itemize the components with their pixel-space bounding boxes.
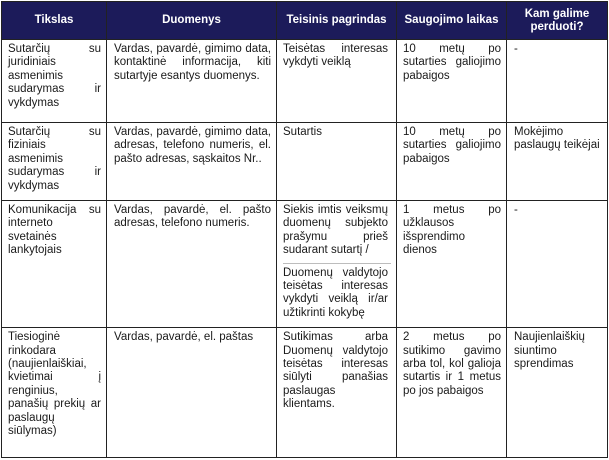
- cell-data: Vardas, pavardė, gimimo data, adresas, telefono numeris, el. pašto adresas, sąskaitos Nr..: [107, 123, 277, 201]
- cell-legal-basis: [277, 123, 397, 201]
- cell-purpose: Sutarčių su fiziniais asmenimis sudarymas ir vykdymas: [2, 123, 107, 201]
- table-row: [2, 40, 608, 123]
- legal-basis-text: Sutartis: [283, 126, 322, 138]
- cell-recipients: -: [507, 201, 608, 328]
- column-header-retention: Saugojimo laikas: [397, 2, 507, 40]
- column-header-data: Duomenys: [107, 2, 277, 40]
- cell-retention: 10 metų po sutarties galiojimo pabaigos: [397, 40, 507, 123]
- cell-legal-basis: [277, 201, 397, 328]
- cell-recipients: -: [507, 40, 608, 123]
- legal-basis-text: Duomenų valdytojo teisėtas interesas vykdyti veiklą ir/ar užtikrinti kokybę: [283, 263, 391, 324]
- column-header-legal-basis: Teisinis pagrindas: [277, 2, 397, 40]
- column-header-recipients: Kam galime perduoti?: [507, 2, 608, 40]
- data-processing-table: [1, 1, 608, 458]
- legal-basis-text: Sutikimas arba Duomenų valdytojo teisėtas interesas siūlyti panašias paslaugas klientams.: [283, 331, 388, 411]
- cell-data: Vardas, pavardė, el. paštas: [107, 328, 277, 458]
- cell-retention: 2 metus po sutikimo gavimo arba tol, kol galioja sutartis ir 1 metus po jos pabaigos: [397, 328, 507, 458]
- legal-basis-text: Teisėtas interesas vykdyti veiklą: [283, 43, 388, 69]
- cell-data: Vardas, pavardė, el. pašto adresas, telefono numeris.: [107, 201, 277, 328]
- cell-legal-basis: [277, 40, 397, 123]
- table-header-row: [2, 2, 608, 40]
- legal-basis-text: Siekis imtis veiksmų duomenų subjekto prašymu prieš sudarant sutartį /: [283, 204, 388, 257]
- cell-recipients: Naujienlaiškių siuntimo sprendimas: [507, 328, 608, 458]
- cell-retention: 10 metų po sutarties galiojimo pabaigos: [397, 123, 507, 201]
- cell-data: Vardas, pavardė, gimimo data, kontaktinė informacija, kiti sutartyje esantys duomenys.: [107, 40, 277, 123]
- column-header-purpose: Tikslas: [2, 2, 107, 40]
- table-row: [2, 201, 608, 328]
- table-row: [2, 123, 608, 201]
- cell-purpose: Sutarčių su juridiniais asmenimis sudarymas ir vykdymas: [2, 40, 107, 123]
- cell-recipients: Mokėjimo paslaugų teikėjai: [507, 123, 608, 201]
- cell-retention: 1 metus po užklausos išsprendimo dienos: [397, 201, 507, 328]
- table-row: [2, 328, 608, 458]
- cell-purpose: Komunikacija su interneto svetainės lankytojais: [2, 201, 107, 328]
- cell-purpose: Tiesioginė rinkodara (naujienlaiškiai, kvietimai į renginius, panašių prekių ar paslaugų siūlymas): [2, 328, 107, 458]
- cell-legal-basis: [277, 328, 397, 458]
